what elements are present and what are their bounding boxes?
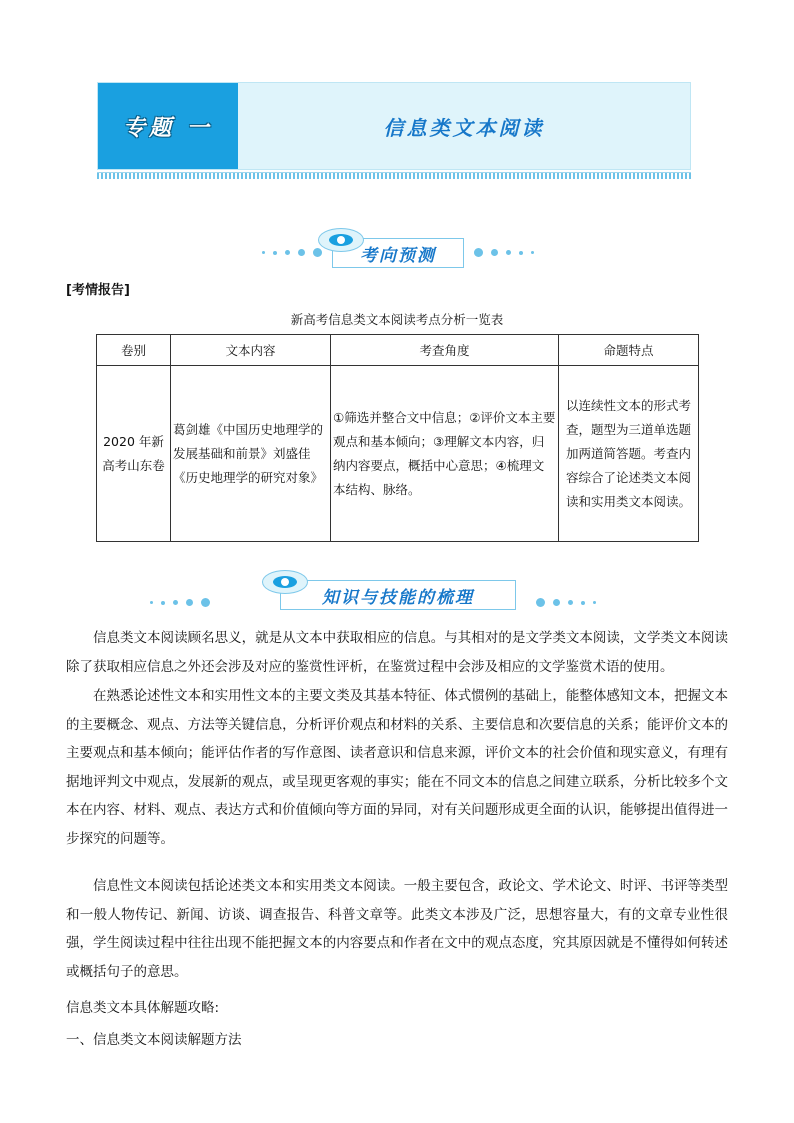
section-header-knowledge (0, 570, 794, 614)
cell-content: 葛剑雄《中国历史地理学的发展基础和前景》刘盛佳《历史地理学的研究对象》 (171, 366, 331, 542)
method-heading: 一、信息类文本阅读解题方法 (66, 1032, 242, 1048)
cell-feature: 以连续性文本的形式考查，题型为三道单选题加两道简答题。考查内容综合了论述类文本阅读和实用类文本阅读。 (559, 366, 699, 542)
cell-paper: 2020 年新高考山东卷 (97, 366, 171, 542)
paragraph-3: 信息性文本阅读包括论述类文本和实用类文本阅读。一般主要包含，政论文、学术论文、时评、书评等类型和一般人物传记、新闻、访谈、调查报告、科普文章等。此类文本涉及广泛，思想容量大，有的文章专业性很强，学生阅读过程中往往出现不能把握文本的内容要点和作者在文中的观点态度，究其原因就是不懂得如何转述或概括句子的意思。 (66, 878, 728, 980)
header-content: 文本内容 (171, 335, 331, 366)
header-paper: 卷别 (97, 335, 171, 366)
right-dots (474, 248, 534, 257)
report-label: [考情报告] (66, 283, 130, 298)
table-caption: 新高考信息类文本阅读考点分析一览表 (290, 312, 504, 327)
analysis-table (96, 334, 699, 542)
right-dots (536, 598, 596, 607)
section-title-knowledge: 知识与技能的梳理 (280, 580, 516, 610)
banner-divider (97, 172, 691, 179)
left-dots (150, 598, 210, 607)
cell-angle: ①筛选并整合文中信息；②评价文本主要观点和基本倾向；③理解文本内容，归纳内容要点，概括中心意思；④梳理文本结构、脉络。 (331, 366, 559, 542)
table-row (97, 366, 699, 542)
eye-icon (318, 228, 364, 252)
header-feature: 命题特点 (559, 335, 699, 366)
table-header-row (97, 335, 699, 366)
page-title: 信息类文本阅读 (383, 115, 545, 140)
section-header-forecast (0, 228, 794, 272)
topic-label-block (98, 83, 238, 169)
paragraph-1: 信息类文本阅读顾名思义，就是从文本中获取相应的信息。与其相对的是文学类文本阅读，文学类文本阅读除了获取相应信息之外还会涉及对应的鉴赏性评析，在鉴赏过程中会涉及相应的文学鉴赏术语的使用。 (66, 630, 728, 675)
left-dots (262, 248, 322, 257)
eye-icon (262, 570, 308, 594)
header-angle: 考查角度 (331, 335, 559, 366)
section-title-forecast: 考向预测 (332, 238, 464, 268)
paragraph-2: 在熟悉论述性文本和实用性文本的主要文类及其基本特征、体式惯例的基础上，能整体感知文本，把握文本的主要概念、观点、方法等关键信息，分析评价观点和材料的关系、主要信息和次要信息的关系；能评价文本的主要观点和基本倾向；能评估作者的写作意图、读者意识和信息来源，评价文本的社会价值和现实意义，有理有据地评判文中观点，发展新的观点，或呈现更客观的事实；能在不同文本的信息之间建立联系，分析比较多个文本在内容、材料、观点、表达方式和价值倾向等方面的异同，对有关问题形成更全面的认识，能够提出值得进一步探究的问题等。 (66, 688, 728, 847)
topic-label: 专题 一 (123, 115, 213, 141)
strategy-heading: 信息类文本具体解题攻略: (66, 1000, 220, 1016)
topic-banner (97, 82, 691, 170)
